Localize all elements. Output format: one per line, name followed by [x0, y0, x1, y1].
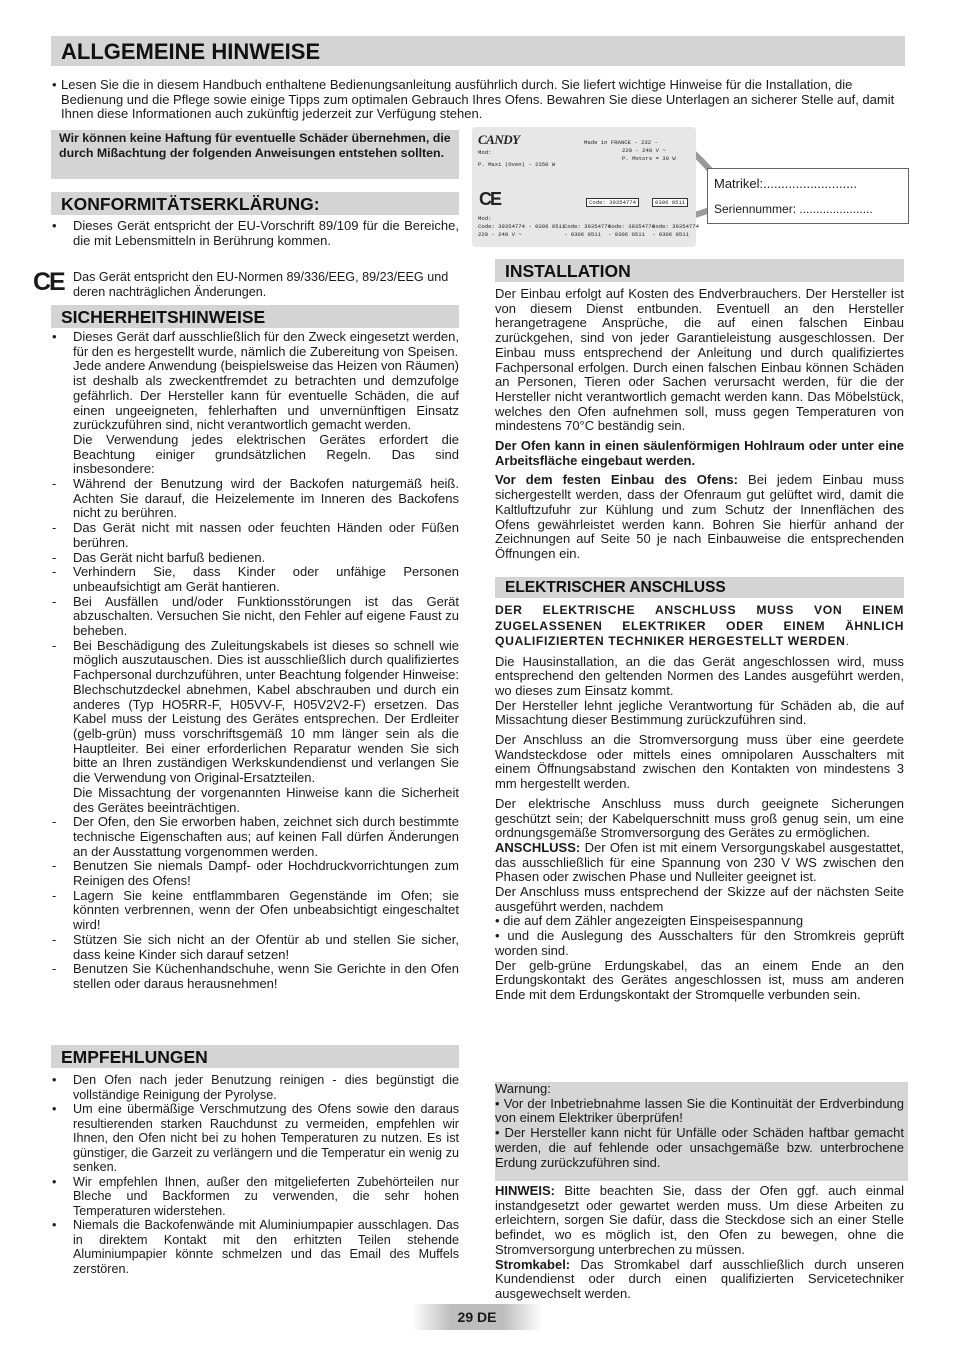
ce-mark-icon: CE [33, 268, 64, 296]
list-item: - Das Gerät nicht barfuß bedienen. [52, 549, 266, 565]
list-item: - Lagern Sie keine entflammbaren Gegenstände im Ofen; sie könnten verbrennen, wenn der Ofen unbeabsichtigt eingeschaltet wird! [52, 887, 459, 933]
intro-paragraph: • Lesen Sie die in diesem Handbuch enthaltene Bedienungsanleitung ausführlich durch. Sie liefert wichtige Hinweise für die Installation, die Bedienung und die Pflege sowie einige Tipps zum optimalen Gebrauch Ihres Ofens. Bewahren Sie diese Unterlagen an sicherer Stelle auf, damit Ihnen diese Informationen auch zukünftig jederzeit zur Verfügung stehen. [52, 77, 895, 122]
list-item: - Verhindern Sie, dass Kinder oder unfähige Personen unbeaufsichtigt am Gerät hantieren. [52, 564, 459, 594]
list-item: • Dieses Gerät darf ausschließlich für den Zweck eingesetzt werden, für den es hergestellt wurde, nämlich die Zubereitung von Speisen. Jede andere Anwendung (beispielsweise das Heizen von Räumen) ist deshalb als zweckentfremdet zu betrachten und demzufolge gefährlich. Der Hersteller kann für eventuelle Schäden, die auf einen ungeeigneten, fehlerhaften und unvernünftigen Einsatz zurückzuführen sind, nicht verantwortlich gemacht werden. Die Verwendung jedes elektrischen Gerätes erfordert die Beachtung einiger grundsätzlichen Regeln. Das sind insbesondere: [52, 329, 459, 477]
list-item: - Benutzen Sie Küchenhandschuhe, wenn Sie Gerichte in den Ofen stellen oder daraus herausnehmen! [52, 961, 459, 991]
list-item: - Der Ofen, den Sie erworben haben, zeichnet sich durch bestimmte technische Eigenschaften aus; auf keinen Fall dürfen Änderungen an der Ausstattung vorgenommen werden. [52, 814, 459, 859]
section-heading-konformitaet: KONFORMITÄTSERKLÄRUNG: [51, 192, 459, 215]
section-heading-installation: INSTALLATION [495, 259, 904, 282]
page-title: ALLGEMEINE HINWEISE [61, 39, 321, 64]
brand-logo: CANDY [478, 132, 520, 147]
list-item: • Wir empfehlen Ihnen, außer den mitgelieferten Zubehörteilen nur Bleche und Backformen zu verwenden, die sehr hohen Temperaturen widerstehen. [52, 1174, 459, 1218]
page-number: 29 DE [457, 1309, 497, 1325]
sicherheit-body [51, 330, 459, 992]
installation-body: Der Einbau erfolgt auf Kosten des Endverbrauchers. Der Hersteller ist von diesem Dienst entbunden. Eventuell an den Hersteller herangetragene Ansprüche, die auf einen falschen Einbau zurückgehen, sind von jeder Garantieleistung ausgeschlossen. Der Einbau muss entsprechend der Anleitung und durch qualifiziertes Fachpersonal erfolgen. Durch einen falschen Einbau können Schäden an Personen, Tieren oder Sachen verursacht werden, für die der Hersteller nicht verantwortlich gemacht werden kann. Das Möbelstück, welches den Ofen aufnehmen soll, muss gegen Temperaturen von mindestens 70°C beständig sein. Der Ofen kann in einen säulenförmigen Hohlraum oder unter eine Arbeitsfläche eingebaut werden. Vor dem festen Einbau des Ofens: Bei jedem Einbau muss sichergestellt werden, dass der Ofenraum gut gelüftet wird, damit die Kaltluftzufuhr zur Kühlung und zum Schutz der Innenflächen des Ofens gewährleistet werden kann. Bohren Sie hierfür anhand der Zeichnungen auf Seite 50 je nach Einbauweise die entsprechenden Öffnungen ein. [495, 286, 904, 561]
list-item: • Um eine übermäßige Verschmutzung des Ofens sowie den daraus resultierenden starken Rauchdunst zu vermeiden, empfehlen wir Ihnen, den Ofen nicht bei zu hohen Temperaturen zu nutzen. Es ist günstiger, die Garzeit zu verlängern und die Temperatur ein wenig zu senken. [52, 1102, 459, 1174]
konformitaet-list [51, 219, 459, 248]
empfehlungen-list [51, 1073, 459, 1276]
list-item: • Dieses Gerät entspricht der EU-Vorschrift 89/109 für die Bereiche, die mit Lebensmitteln in Berührung kommen. [52, 218, 459, 248]
list-item: - Stützen Sie sich nicht an der Ofentür ab und stellen Sie sicher, dass keine Kinder sich darauf setzen! [52, 931, 459, 962]
warning-box: Warnung: • Vor der Inbetriebnahme lassen Sie die Kontinuität der Erdverbindung von einem Elektriker überprüfen! • Der Hersteller kann nicht für Unfälle oder Schäden haftbar gemacht werden, die auf fehlende oder unsachgemäße bzw. unterbrochene Erdung zurückzuführen sind. [495, 1082, 908, 1181]
ce-text: Das Gerät entspricht den EU-Normen 89/336/EEG, 89/23/EEG und deren nachträglichen Änderungen. [73, 270, 449, 299]
ce-mark-icon: CE [479, 189, 501, 209]
list-item: - Bei Beschädigung des Zuleitungskabels ist dieses so schnell wie möglich auszutauschen. Dies ist ausschließlich durch qualifiziertes Fachpersonal durchzuführen, unter Beachtung folgender Hinweise: Blechschutzdeckel abnehmen, Kabel abschrauben und durch ein anderes (Typ HO5RR-F, H05VV-F, H05V2V2-F) ersetzen. Das Kabel muss der Leistung des Gerätes entsprechen. Der Erdleiter (gelb-grün) muss vorschriftsgemäß 10 mm länger sein als die Hauptleiter. Bei einer erforderlichen Reparatur wenden Sie sich bitte an Ihren zuständigen Werkskundendienst und verlangen Sie die Verwendung von Original-Ersatzteilen. Die Missachtung der vorgenannten Hinweise kann die Sicherheit des Gerätes beeinträchtigen. [52, 637, 459, 815]
rating-plate: CANDY Made in FRANCE - 232 - Mod: 220 - 240 V ~ P. Maxi (Oven) - 2350 W P. Motors = 30 W CE Code: 39354774 0306 0511 Mod: Code: 39354774 - 0306 0511 220 - 240 V ~ Code: 39354774 - 0306 0511 Code: 39354774 - 0306 0511 Code: 39354774 - 0306 0511 [472, 127, 696, 247]
page-title-bar [51, 36, 905, 66]
list-item: - Das Gerät nicht mit nassen oder feuchten Händen oder Füßen berühren. [52, 520, 459, 550]
section-heading-sicherheit: SICHERHEITSHINWEISE [51, 305, 459, 328]
liability-note: Wir können keine Haftung für eventuelle Schäder übernehmen, die durch Mißachtung der folgenden Anweisungen entstehen sollten. [51, 130, 459, 179]
list-item: - Während der Benutzung wird der Backofen naturgemäß heiß. Achten Sie darauf, die Heizelemente im Inneren des Backofens nicht zu berühren. [52, 476, 459, 521]
list-item: - Benutzen Sie niemals Dampf- oder Hochdruckvorrichtungen zum Reinigen des Ofens! [52, 858, 459, 889]
list-item: - Bei Ausfällen und/oder Funktionsstörungen ist das Gerät abzuschalten. Versuchen Sie nicht, den Fehler auf eigene Faust zu beheben. [52, 593, 459, 639]
section-heading-elektrisch: ELEKTRISCHER ANSCHLUSS [495, 577, 904, 598]
section-heading-empfehlungen: EMPFEHLUNGEN [51, 1045, 459, 1068]
list-item: • Den Ofen nach jeder Benutzung reinigen - dies begünstigt die vollständige Reinigung der Pyrolyse. [52, 1073, 459, 1102]
elektrisch-body: DER ELEKTRISCHE ANSCHLUSS MUSS VON EINEM ZUGELASSENEN ELEKTRIKER ODER EINEM ÄHNLICH QUALIFIZIERTEN TECHNIKER HERGESTELLT WERDEN. Die Hausinstallation, an die das Gerät angeschlossen wird, muss entsprechend den geltenden Normen des Landes ausgeführt werden, wo dieses zum Einsatz kommt. Der Hersteller lehnt jegliche Verantwortung für Schäden ab, die auf Missachtung dieser Bestimmung zurückzuführen sind. Der Anschluss an die Stromversorgung muss über eine geerdete Wandsteckdose oder mittels eines omnipolaren Ausschalters mit einem Öffnungsabstand zwischen den Kontakten von mindestens 3 mm hergestellt werden. Der elektrische Anschluss muss durch geeignete Sicherungen geschützt sein; der Kabelquerschnitt muss groß genug sein, um eine ordnungsgemäße Stromversorgung des Gerätes zu ermöglichen. ANSCHLUSS: Der Ofen ist mit einem Versorgungskabel ausgestattet, das ausschließlich für eine Spannung von 230 V WS zwischen den Phasen oder zwischen Phase und Nulleiter geeignet ist. Der Anschluss muss entsprechend der Skizze auf der nächsten Seite ausgeführt werden, nachdem • die auf dem Zähler angezeigten Einspeisespannung • und die Auslegung des Ausschalters für den Stromkreis geprüft worden sind. Der gelb-grüne Erdungskabel, das an einem Ende an den Erdungskontakt des Gerätes angeschlossen ist, muss am anderen Ende mit dem Erdungskontakt der Stromquelle verbunden sein. [495, 603, 904, 1002]
hinweis-body: HINWEIS: Bitte beachten Sie, dass der Ofen ggf. auch einmal instandgesetzt oder gewartet werden muss. Um diese Arbeiten zu erleichtern, sorgen Sie dafür, dass die Steckdose sich an einer Stelle befindet, wo es möglich ist, den Ofen zu bewegen, ohne die Stromversorgung unterbrechen zu müssen. Stromkabel: Das Stromkabel darf ausschließlich durch unseren Kundendienst oder durch einen qualifizierten Servicetechniker ausgewechselt werden. [495, 1183, 904, 1301]
list-item: • Niemals die Backofenwände mit Aluminiumpapier ausschlagen. Das in direktem Kontakt mit den erhitzten Teilen stehende Aluminiumpapier könnte schmelzen und das Email des Muffels zerstören. [52, 1218, 459, 1276]
magnified-serial-box: Matrikel:.......................... Seriennummer: ...................... [707, 168, 909, 224]
